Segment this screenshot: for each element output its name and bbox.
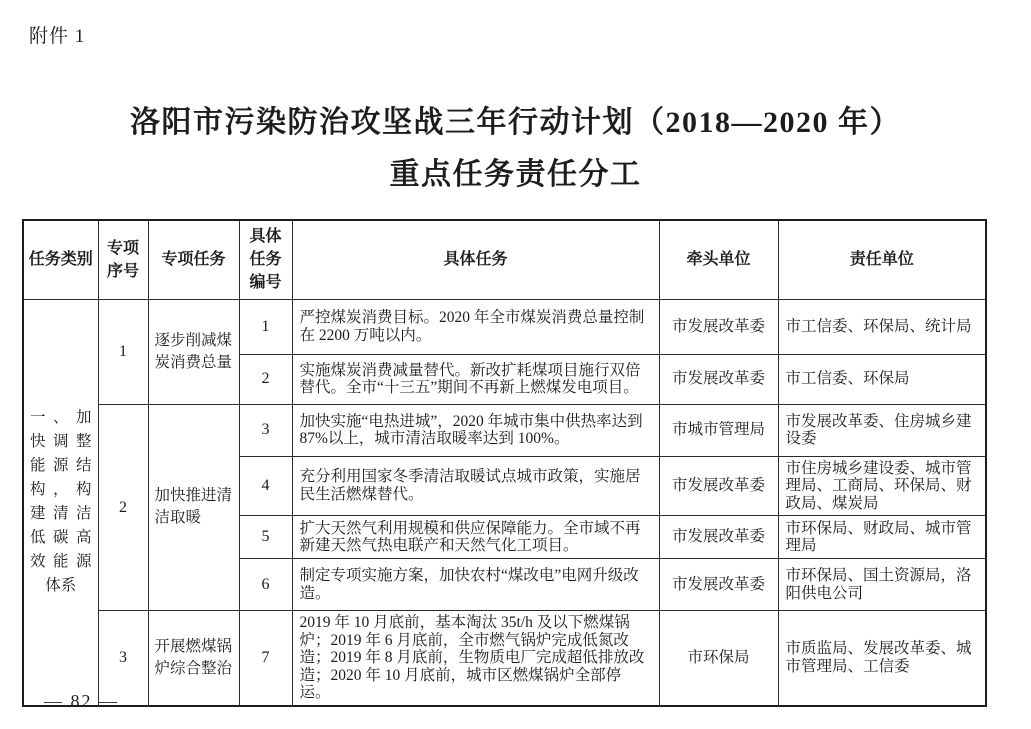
cell-lead-unit-4: 市发展改革委: [659, 456, 778, 516]
cell-task-no-4: 4: [239, 456, 292, 516]
title-line-2: 重点任务责任分工: [389, 158, 642, 191]
table-row: [23, 611, 986, 706]
cell-task-5: 扩大天然气利用规模和供应保障能力。全市域不再新建天然气热电联产和天然气化工项目。: [292, 516, 659, 559]
cell-task-no-2: 2: [239, 354, 292, 404]
cell-responsible-unit-4: 市住房城乡建设委、城市管理局、工商局、环保局、财政局、煤炭局: [778, 456, 986, 516]
table-header-row: [23, 220, 986, 299]
cell-lead-unit-3: 市城市管理局: [659, 404, 778, 456]
cell-task-4: 充分利用国家冬季清洁取暖试点城市政策，实施居民生活燃煤替代。: [292, 456, 659, 516]
col-header-task-category: 任务类别: [23, 220, 98, 299]
cell-responsible-unit-7: 市质监局、发展改革委、城市管理局、工信委: [778, 611, 986, 706]
cell-task-2: 实施煤炭消费减量替代。新改扩耗煤项目施行双倍替代。全市“十三五”期间不再新上燃煤发电项目。: [292, 354, 659, 404]
table-row: [23, 404, 986, 456]
cell-special-seq-1: 1: [98, 299, 148, 404]
col-header-lead-unit: 牵头单位: [659, 220, 778, 299]
cell-special-task-1: 逐步削减煤炭消费总量: [148, 299, 239, 404]
cell-responsible-unit-2: 市工信委、环保局: [778, 354, 986, 404]
col-header-task: 具体任务: [292, 220, 659, 299]
cell-task-no-1: 1: [239, 299, 292, 354]
cell-special-seq-2: 2: [98, 404, 148, 611]
cell-task-category: 一、加快调整能源结构，构建清洁低碳高效能源体系: [23, 299, 98, 706]
title-line-1: 洛阳市污染防治攻坚战三年行动计划（2018—2020 年）: [130, 106, 901, 139]
page-number: — 82 —: [44, 691, 119, 711]
cell-responsible-unit-5: 市环保局、财政局、城市管理局: [778, 516, 986, 559]
cell-task-7: 2019 年 10 月底前，基本淘汰 35t/h 及以下燃煤锅炉；2019 年 6 月底前，全市燃气锅炉完成低氮改造；2019 年 8 月底前，生物质电厂完成超低排放改造；2020 年 10 月底前，城市区燃煤锅炉全部停运。: [292, 611, 659, 706]
cell-responsible-unit-6: 市环保局、国土资源局，洛阳供电公司: [778, 559, 986, 611]
cell-task-6: 制定专项实施方案，加快农村“煤改电”电网升级改造。: [292, 559, 659, 611]
attachment-label: 附件 1: [29, 26, 86, 47]
cell-lead-unit-2: 市发展改革委: [659, 354, 778, 404]
col-header-task-no: 具体任务编号: [239, 220, 292, 299]
cell-task-1: 严控煤炭消费目标。2020 年全市煤炭消费总量控制在 2200 万吨以内。: [292, 299, 659, 354]
cell-lead-unit-5: 市发展改革委: [659, 516, 778, 559]
col-header-responsible-unit: 责任单位: [778, 220, 986, 299]
cell-responsible-unit-3: 市发展改革委、住房城乡建设委: [778, 404, 986, 456]
cell-lead-unit-7: 市环保局: [659, 611, 778, 706]
cell-task-no-6: 6: [239, 559, 292, 611]
col-header-special-seq: 专项序号: [98, 220, 148, 299]
cell-special-task-3: 开展燃煤锅炉综合整治: [148, 611, 239, 706]
cell-lead-unit-6: 市发展改革委: [659, 559, 778, 611]
cell-task-no-7: 7: [239, 611, 292, 706]
cell-task-3: 加快实施“电热进城”，2020 年城市集中供热率达到 87%以上，城市清洁取暖率达到 100%。: [292, 404, 659, 456]
col-header-special-task: 专项任务: [148, 220, 239, 299]
cell-responsible-unit-1: 市工信委、环保局、统计局: [778, 299, 986, 354]
table-row: [23, 299, 986, 354]
cell-special-task-2: 加快推进清洁取暖: [148, 404, 239, 611]
cell-task-no-3: 3: [239, 404, 292, 456]
cell-lead-unit-1: 市发展改革委: [659, 299, 778, 354]
document-title: [0, 97, 1031, 201]
cell-task-no-5: 5: [239, 516, 292, 559]
cell-special-seq-3: 3: [98, 611, 148, 706]
task-assignment-table: [22, 219, 987, 707]
